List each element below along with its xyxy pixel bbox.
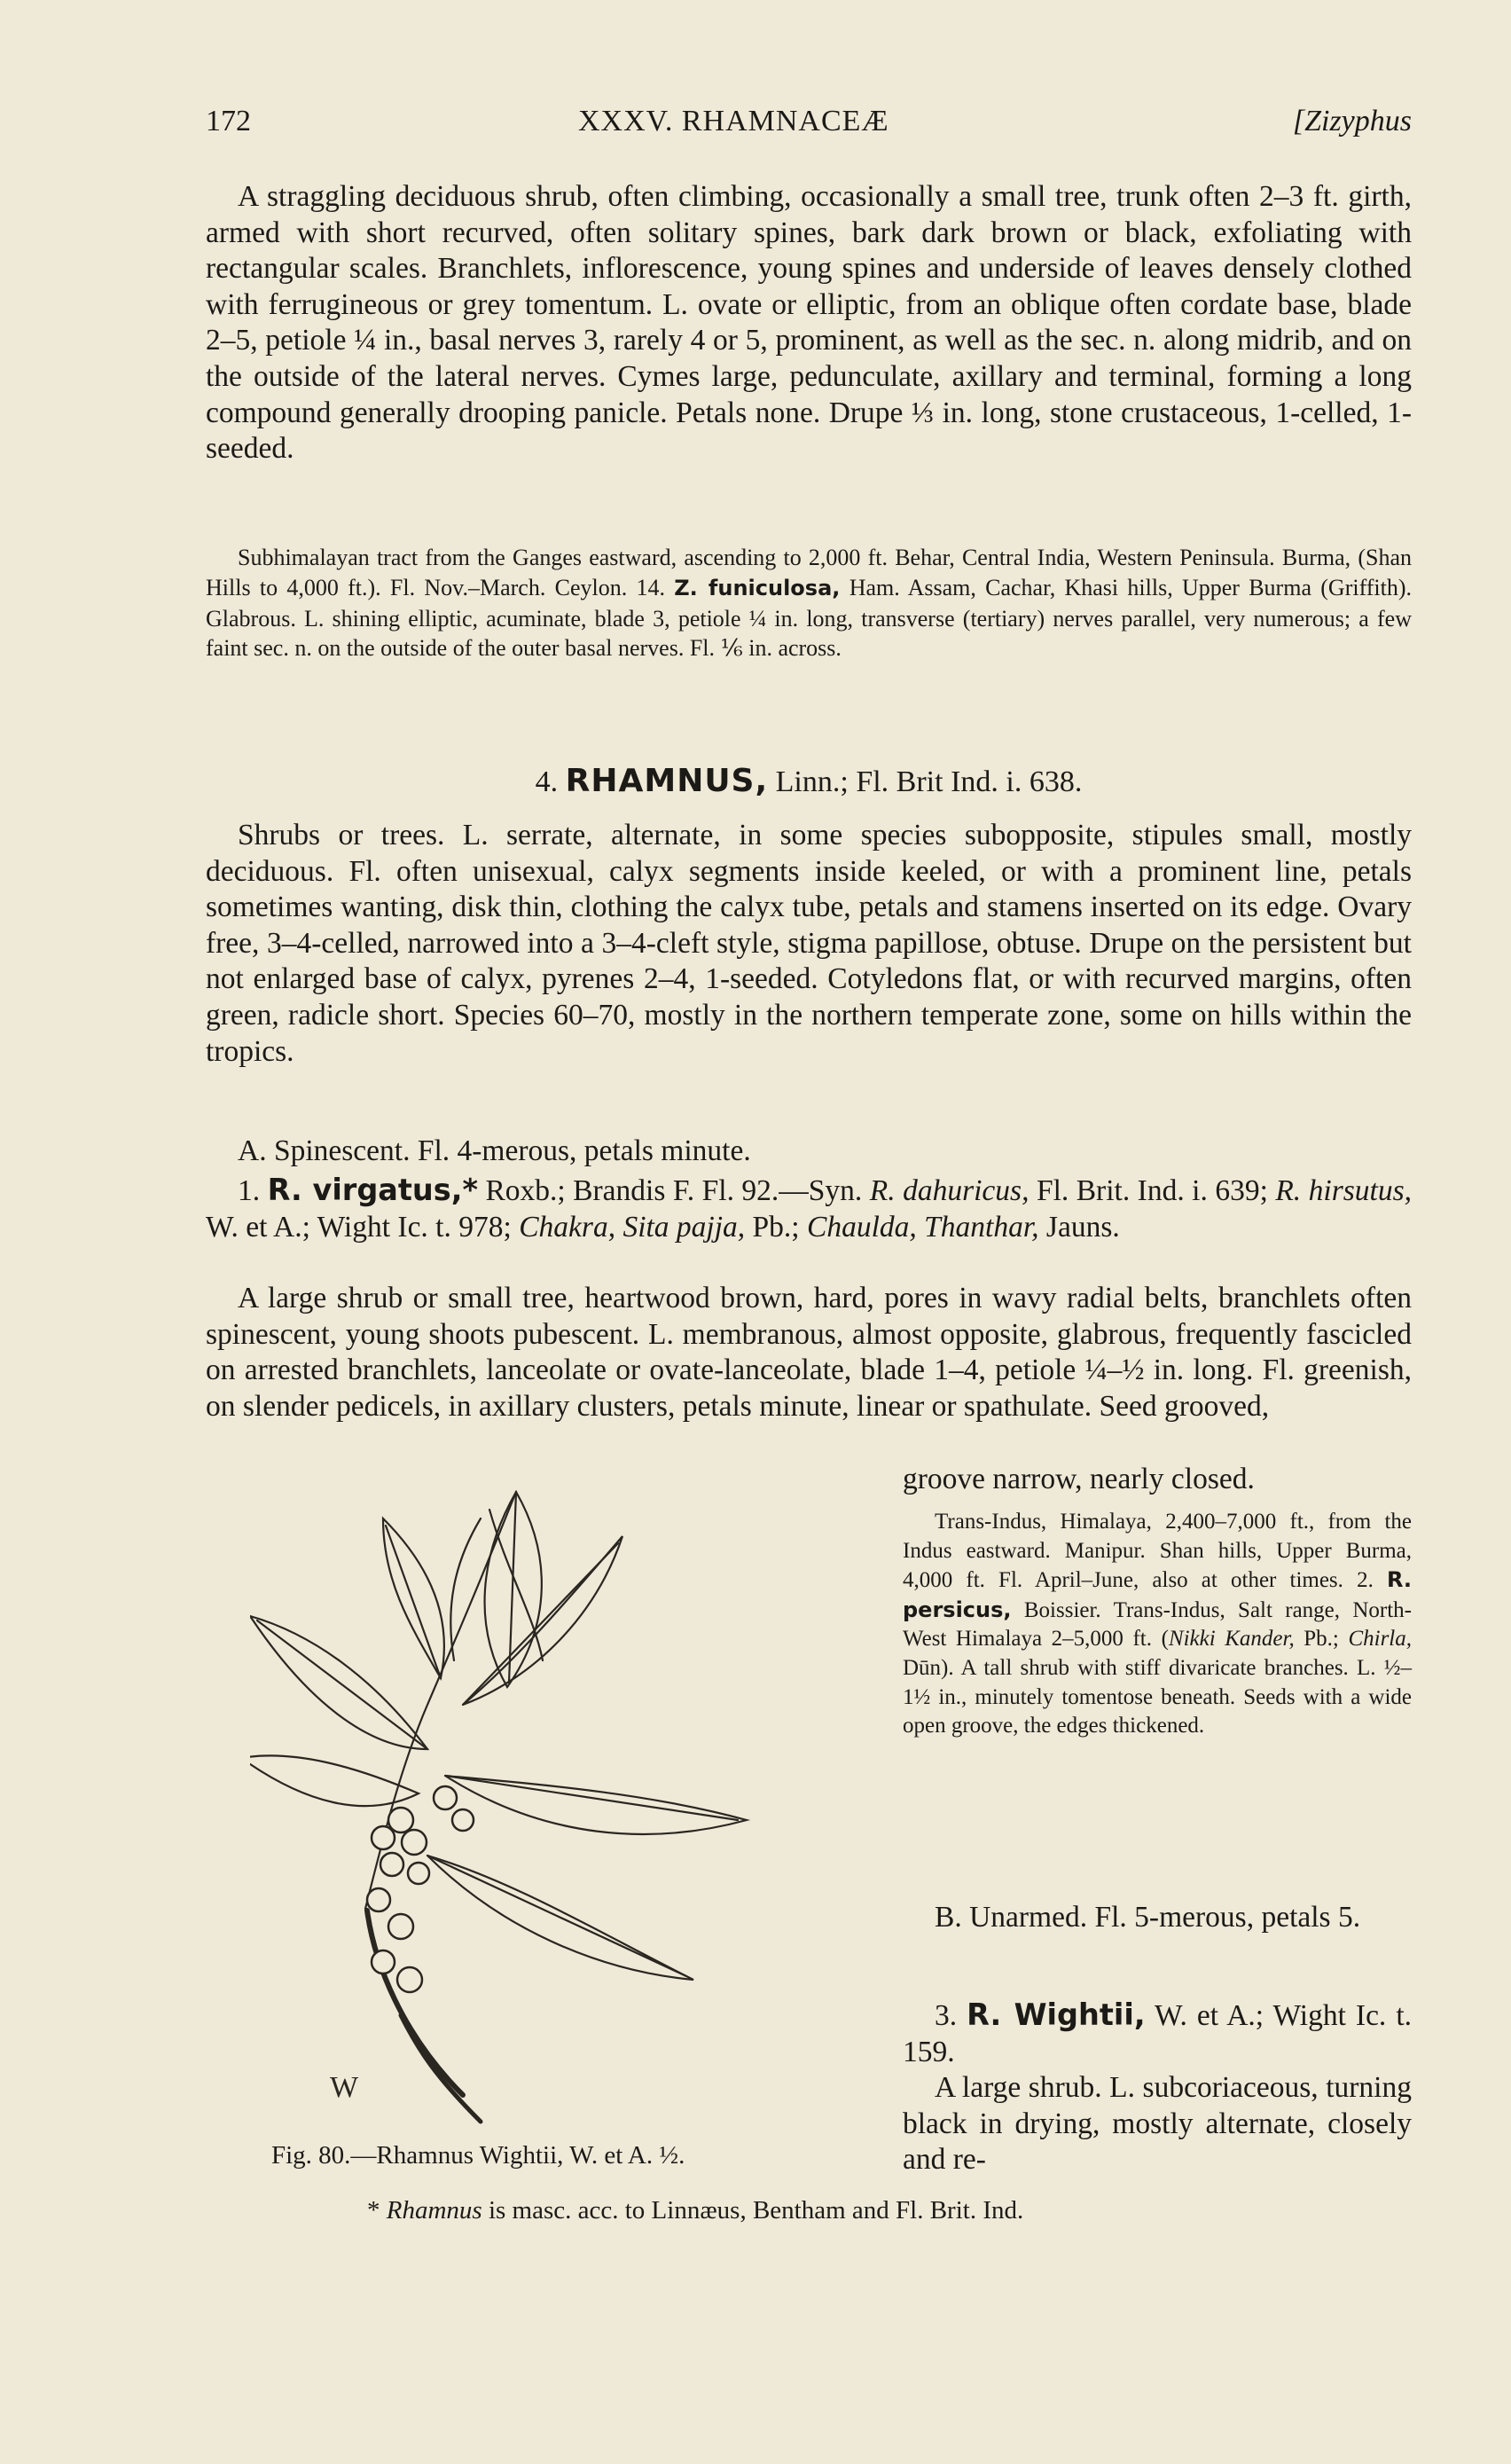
species-2-vernacular: Nikki Kander, <box>1168 1627 1295 1652</box>
species-2-text-2: Dūn). A tall shrub with stiff divaricate branches. L. ½–1½ in., minutely tomentose beneath. Seeds with a wide open groove, the edges thickened. <box>903 1655 1412 1738</box>
running-genus: [Zizyphus <box>1292 105 1412 137</box>
species-1-description-end: groove narrow, nearly closed. <box>903 1463 1255 1495</box>
fruit-clusters <box>367 1786 474 1992</box>
genus-number: 4. <box>535 765 559 798</box>
synonym-1-ref: Fl. Brit. Ind. i. 639; <box>1036 1174 1268 1207</box>
species-1-description: A large shrub or small tree, heartwood brown, hard, pores in wavy radial belts, branchlets often spinescent, young shoots pubescent. L. membranous, almost opposite, glabrous, frequently fascicled on arrested branchlets, lanceolate or ovate-lanceolate, blade 1–4, petiole ¼–½ in. long. Fl. greenish, on slender pedicels, in axillary clusters, petals minute, linear or spathulate. Seed grooved, <box>206 1282 1412 1423</box>
rhamnus-description: Shrubs or trees. L. serrate, alternate, in some species subopposite, stipules small, mostly deciduous. Fl. often unisexual, calyx segments inside keeled, or with a prominent line, petals sometimes wanting, disk thin, clothing the calyx tube, petals and stamens inserted on its edge. Ovary free, 3–4-celled, narrowed into a 3–4-cleft style, stigma papillose, obtuse. Drupe on the persistent but not enlarged base of calyx, pyrenes 2–4, 1-seeded. Cotyledons flat, or with recurved margins, often green, radicle short. Species 60–70, mostly in the northern temperate zone, some on hills within the tropics. <box>206 819 1412 1068</box>
species-14-name: Z. funiculosa, <box>674 575 841 600</box>
species-2-authority: Boissier. <box>1023 1597 1101 1622</box>
synonym-2-ref: W. et A.; Wight Ic. t. 978; <box>206 1210 512 1244</box>
species-2-number: 2. <box>1357 1568 1374 1593</box>
vernacular-1-loc: Pb.; <box>752 1210 800 1244</box>
section-a-heading: A. Spinescent. Fl. 4-merous, petals minute. <box>238 1134 751 1167</box>
species-1-name: R. virgatus,* <box>267 1173 478 1207</box>
species-1-heading <box>206 1173 1412 1245</box>
vernacular-2-loc: Jauns. <box>1045 1210 1120 1244</box>
genus-name: RHAMNUS, <box>565 763 769 799</box>
chapter-title: XXXV. RHAMNACEÆ <box>578 105 889 137</box>
species-2-text: Trans-Indus, Salt range, North-West Himalaya 2–5,000 ft. ( <box>903 1597 1413 1652</box>
species-3-name: R. Wightii, <box>967 1997 1146 2032</box>
footnote <box>367 2196 1023 2225</box>
lower-branch <box>367 1911 463 2095</box>
footnote-text: is masc. acc. to Linnæus, Bentham and Fl. Brit. Ind. <box>488 2196 1024 2225</box>
vernacular-1: Chakra, Sita pajja, <box>519 1210 746 1244</box>
species-3-heading <box>903 1997 1412 2070</box>
genus-heading <box>206 763 1412 799</box>
artist-monogram: W <box>330 2071 359 2104</box>
figure-caption: Fig. 80.—Rhamnus Wightii, W. et A. ½. <box>271 2141 685 2170</box>
running-header <box>206 105 1412 154</box>
species-2-vernacular-2: Chirla, <box>1348 1627 1412 1652</box>
section-b-heading: B. Unarmed. Fl. 5-merous, petals 5. <box>935 1901 1361 1934</box>
species-14-text: Ham. Assam, Cachar, Khasi hills, Upper Burma (Griffith). Glabrous. L. shining elliptic, acuminate, blade 3, petiole ¼ in. long, transverse (tertiary) nerves parallel, very numerous; a few faint sec. n. on the outside of the outer basal nerves. Fl. ⅙ in. across. <box>206 574 1413 662</box>
genus-authority: Linn.; Fl. Brit Ind. i. 638. <box>775 765 1083 798</box>
rhamnus-wightii-illustration <box>250 1483 871 2157</box>
leaf-lower-left <box>250 1755 419 1806</box>
species-1-distribution <box>903 1508 1412 1741</box>
species-1-authority: Roxb.; Brandis F. Fl. 92.—Syn. <box>485 1174 863 1207</box>
species-1-distribution-text: Trans-Indus, Himalaya, 2,400–7,000 ft., from the Indus eastward. Manipur. Shan hills, Upper Burma, 4,000 ft. Fl. April–June, also at other times. <box>903 1510 1412 1593</box>
zizyphus-description: A straggling deciduous shrub, often climbing, occasionally a small tree, trunk often 2–3 ft. girth, armed with short recurved, often solitary spines, bark dark brown or black, exfoliating with rectangular scales. Branchlets, inflorescence, young spines and underside of leaves densely clothed with ferrugineous or grey tomentum. L. ovate or elliptic, from an oblique often cordate base, blade 2–5, petiole ¼ in., basal nerves 3, rarely 4 or 5, prominent, as well as the sec. n. along midrib, and on the outside of the lateral nerves. Cymes large, pedunculate, axillary and terminal, forming a long compound generally drooping panicle. Petals none. Drupe ⅓ in. long, stone crustaceous, 1-celled, 1-seeded. <box>206 180 1412 466</box>
footnote-mark: * <box>367 2196 380 2225</box>
species-3-number: 3. <box>935 1999 958 2032</box>
species-1-number: 1. <box>238 1174 261 1207</box>
leaf-right <box>445 1776 747 1834</box>
species-2-name: R. persicus, <box>903 1567 1412 1622</box>
page-number: 172 <box>206 105 251 137</box>
species-3-description: A large shrub. L. subcoriaceous, turning black in drying, mostly alternate, closely and re- <box>903 2071 1412 2177</box>
vernacular-2: Chaulda, Thanthar, <box>807 1210 1039 1244</box>
zizyphus-distribution <box>206 543 1412 663</box>
synonym-1: R. dahuricus, <box>869 1174 1030 1207</box>
species-14-number: 14. <box>636 574 665 600</box>
footnote-genus: Rhamnus <box>386 2196 482 2225</box>
synonym-2: R. hirsutus, <box>1275 1174 1412 1207</box>
distribution-text: Subhimalayan tract from the Ganges eastward, ascending to 2,000 ft. Behar, Central India, Western Peninsula. Burma, (Shan Hills to 4,000 ft.). Fl. Nov.–March. Ceylon. <box>206 545 1412 600</box>
species-3-authority: W. et A.; Wight Ic. t. 159. <box>903 1999 1412 2068</box>
species-2-vernacular-loc: Pb.; <box>1304 1627 1339 1652</box>
